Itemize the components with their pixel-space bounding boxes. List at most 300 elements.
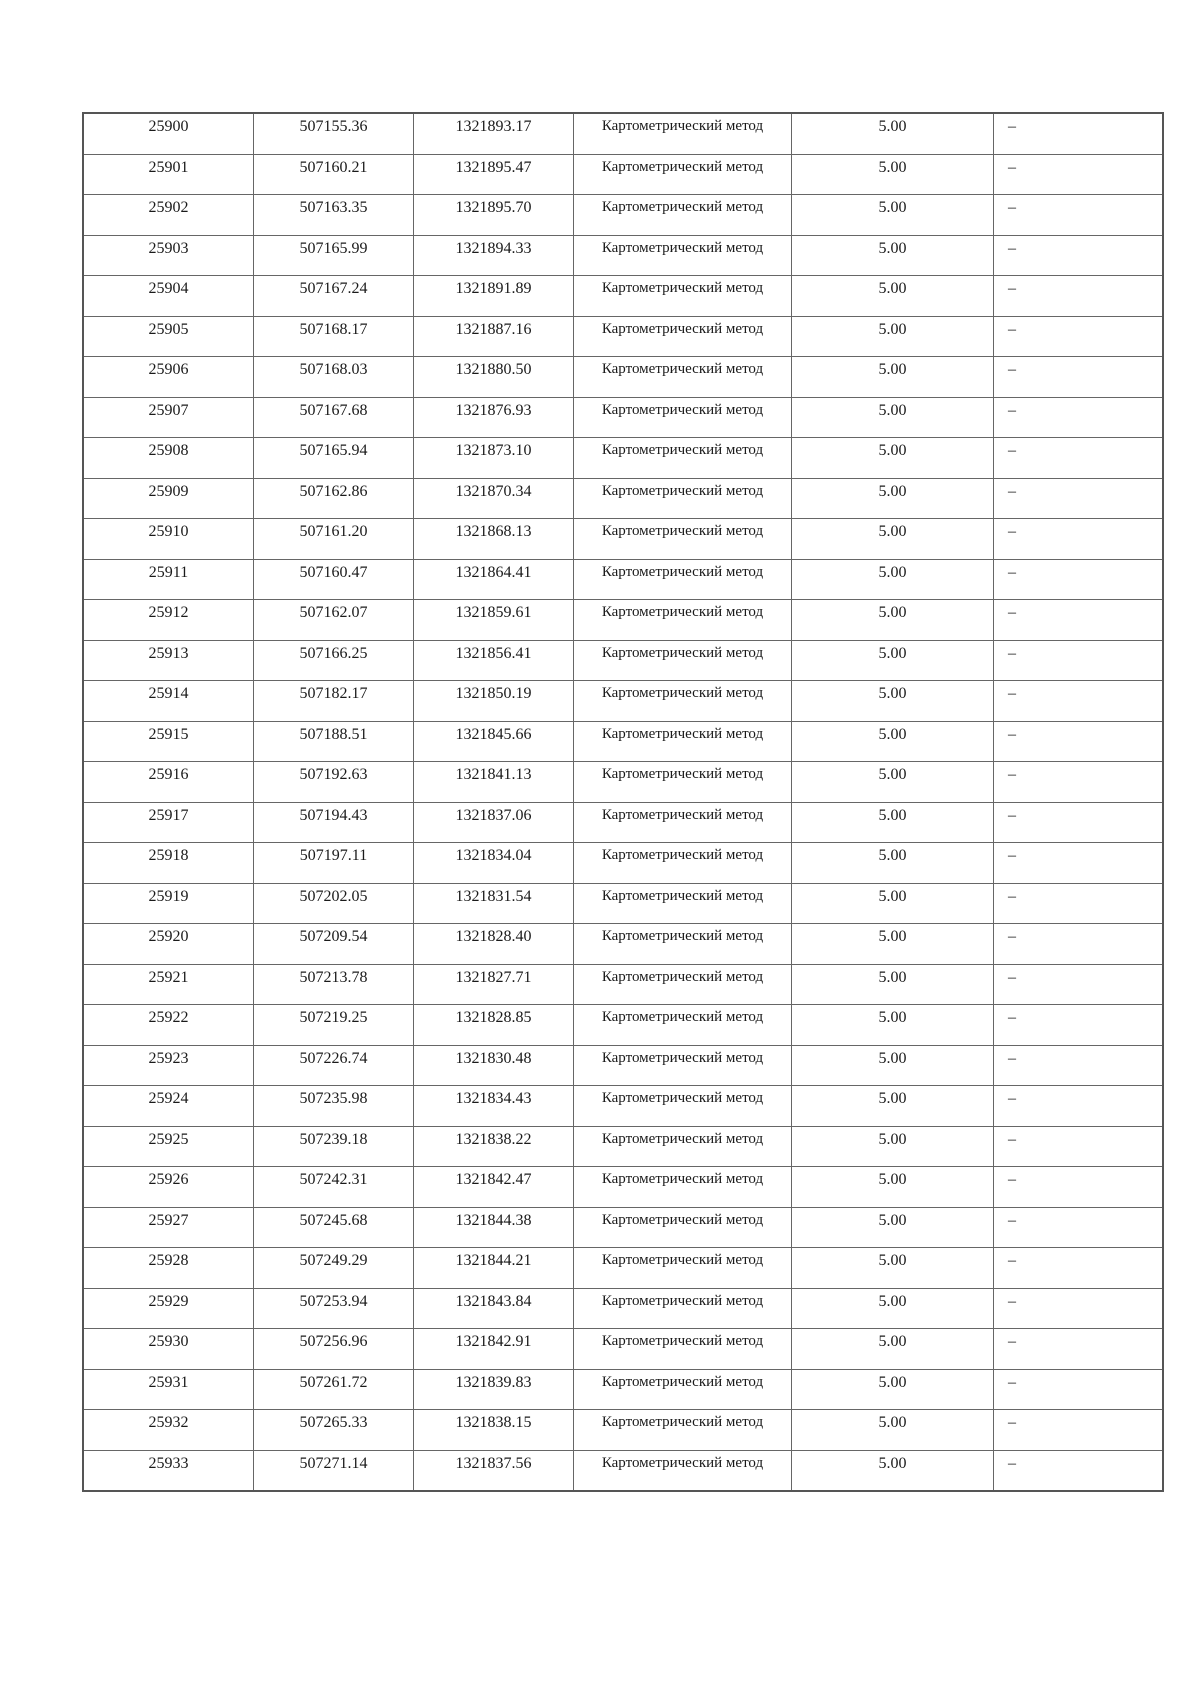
point-number-cell bbox=[83, 1167, 254, 1208]
y-coordinate-cell-text: 1321831.54 bbox=[455, 887, 532, 905]
accuracy-cell bbox=[792, 519, 994, 560]
note-cell bbox=[994, 1288, 1164, 1329]
x-coordinate-cell bbox=[254, 276, 414, 317]
method-cell bbox=[574, 438, 792, 479]
y-coordinate-cell-text: 1321864.41 bbox=[455, 563, 532, 581]
method-cell bbox=[574, 681, 792, 722]
note-cell bbox=[994, 357, 1164, 398]
table-row bbox=[83, 1369, 1163, 1410]
x-coordinate-cell-text: 507155.36 bbox=[299, 118, 368, 135]
method-cell bbox=[574, 397, 792, 438]
x-coordinate-cell-text: 507160.21 bbox=[299, 158, 368, 176]
method-cell-text: Картометрический метод bbox=[601, 1049, 764, 1066]
note-cell bbox=[994, 1045, 1164, 1086]
y-coordinate-cell bbox=[414, 883, 574, 924]
document-page bbox=[82, 112, 1164, 1492]
accuracy-cell-text: 5.00 bbox=[878, 685, 907, 702]
accuracy-cell bbox=[792, 1086, 994, 1127]
point-number-cell-text: 25910 bbox=[148, 523, 189, 540]
accuracy-cell bbox=[792, 1207, 994, 1248]
method-cell bbox=[574, 1288, 792, 1329]
point-number-cell bbox=[83, 721, 254, 762]
point-number-cell-text: 25902 bbox=[148, 199, 189, 216]
method-cell-text: Картометрический метод bbox=[601, 968, 764, 985]
accuracy-cell-text: 5.00 bbox=[878, 644, 907, 662]
method-cell bbox=[574, 1005, 792, 1046]
point-number-cell-text: 25913 bbox=[148, 644, 189, 662]
point-number-cell bbox=[83, 681, 254, 722]
point-number-cell bbox=[83, 559, 254, 600]
y-coordinate-cell-text: 1321838.22 bbox=[455, 1130, 532, 1148]
y-coordinate-cell-text: 1321893.17 bbox=[455, 118, 532, 135]
table-row bbox=[83, 316, 1163, 357]
table-row bbox=[83, 640, 1163, 681]
x-coordinate-cell bbox=[254, 316, 414, 357]
point-number-cell bbox=[83, 1005, 254, 1046]
note-cell-text: – bbox=[1008, 1090, 1016, 1107]
x-coordinate-cell-text: 507188.51 bbox=[299, 725, 368, 743]
y-coordinate-cell-text: 1321842.47 bbox=[455, 1171, 532, 1188]
note-cell bbox=[994, 640, 1164, 681]
method-cell-text: Картометрический метод bbox=[601, 320, 764, 337]
accuracy-cell-text: 5.00 bbox=[878, 604, 907, 621]
table-row bbox=[83, 721, 1163, 762]
point-number-cell-text: 25903 bbox=[148, 239, 189, 257]
note-cell bbox=[994, 1086, 1164, 1127]
point-number-cell-text: 25900 bbox=[148, 118, 189, 135]
note-cell-text: – bbox=[1008, 280, 1016, 297]
accuracy-cell bbox=[792, 1450, 994, 1491]
y-coordinate-cell bbox=[414, 519, 574, 560]
note-cell bbox=[994, 721, 1164, 762]
method-cell bbox=[574, 478, 792, 519]
accuracy-cell-text: 5.00 bbox=[878, 766, 907, 783]
method-cell bbox=[574, 964, 792, 1005]
note-cell-text: – bbox=[1008, 482, 1016, 500]
note-cell-text: – bbox=[1008, 1171, 1016, 1188]
note-cell bbox=[994, 964, 1164, 1005]
accuracy-cell-text: 5.00 bbox=[878, 361, 907, 378]
table-row bbox=[83, 762, 1163, 803]
table-row bbox=[83, 883, 1163, 924]
accuracy-cell-text: 5.00 bbox=[878, 280, 907, 297]
y-coordinate-cell bbox=[414, 154, 574, 195]
accuracy-cell-text: 5.00 bbox=[878, 563, 907, 581]
method-cell bbox=[574, 1369, 792, 1410]
point-number-cell bbox=[83, 1450, 254, 1491]
point-number-cell bbox=[83, 640, 254, 681]
note-cell-text: – bbox=[1008, 887, 1016, 905]
point-number-cell bbox=[83, 316, 254, 357]
y-coordinate-cell bbox=[414, 600, 574, 641]
point-number-cell-text: 25916 bbox=[148, 766, 189, 783]
accuracy-cell bbox=[792, 195, 994, 236]
y-coordinate-cell bbox=[414, 1086, 574, 1127]
y-coordinate-cell-text: 1321844.38 bbox=[455, 1211, 532, 1229]
y-coordinate-cell bbox=[414, 1005, 574, 1046]
x-coordinate-cell-text: 507213.78 bbox=[299, 968, 368, 986]
point-number-cell bbox=[83, 1207, 254, 1248]
note-cell bbox=[994, 276, 1164, 317]
accuracy-cell bbox=[792, 1248, 994, 1289]
point-number-cell bbox=[83, 762, 254, 803]
point-number-cell-text: 25924 bbox=[148, 1090, 189, 1107]
point-number-cell bbox=[83, 1369, 254, 1410]
accuracy-cell bbox=[792, 113, 994, 154]
table-row bbox=[83, 600, 1163, 641]
method-cell-text: Картометрический метод bbox=[601, 1009, 764, 1025]
method-cell bbox=[574, 843, 792, 884]
point-number-cell bbox=[83, 113, 254, 154]
method-cell bbox=[574, 1248, 792, 1289]
point-number-cell-text: 25905 bbox=[148, 320, 189, 338]
x-coordinate-cell-text: 507235.98 bbox=[299, 1090, 368, 1107]
note-cell bbox=[994, 883, 1164, 924]
table-row bbox=[83, 843, 1163, 884]
accuracy-cell-text: 5.00 bbox=[878, 158, 907, 176]
accuracy-cell bbox=[792, 843, 994, 884]
table-row bbox=[83, 924, 1163, 965]
note-cell-text: – bbox=[1008, 401, 1016, 419]
y-coordinate-cell-text: 1321842.91 bbox=[455, 1333, 532, 1350]
point-number-cell-text: 25921 bbox=[148, 968, 189, 986]
note-cell-text: – bbox=[1008, 725, 1016, 743]
method-cell bbox=[574, 1126, 792, 1167]
accuracy-cell bbox=[792, 1410, 994, 1451]
point-number-cell-text: 25922 bbox=[148, 1009, 189, 1026]
accuracy-cell bbox=[792, 802, 994, 843]
x-coordinate-cell bbox=[254, 600, 414, 641]
point-number-cell-text: 25927 bbox=[148, 1211, 189, 1229]
y-coordinate-cell-text: 1321834.43 bbox=[455, 1090, 532, 1107]
note-cell bbox=[994, 1329, 1164, 1370]
note-cell bbox=[994, 1126, 1164, 1167]
method-cell bbox=[574, 924, 792, 965]
x-coordinate-cell-text: 507167.68 bbox=[299, 401, 368, 419]
x-coordinate-cell bbox=[254, 235, 414, 276]
method-cell-text: Картометрический метод bbox=[601, 685, 764, 701]
x-coordinate-cell bbox=[254, 438, 414, 479]
y-coordinate-cell-text: 1321830.48 bbox=[455, 1049, 532, 1067]
table-row bbox=[83, 154, 1163, 195]
note-cell bbox=[994, 195, 1164, 236]
method-cell-text: Картометрический метод bbox=[601, 1130, 764, 1147]
accuracy-cell-text: 5.00 bbox=[878, 1130, 907, 1148]
note-cell-text: – bbox=[1008, 806, 1016, 824]
y-coordinate-cell-text: 1321895.47 bbox=[455, 158, 532, 176]
point-number-cell bbox=[83, 924, 254, 965]
accuracy-cell bbox=[792, 721, 994, 762]
y-coordinate-cell-text: 1321834.04 bbox=[455, 847, 532, 864]
method-cell-text: Картометрический метод bbox=[601, 725, 764, 742]
note-cell-text: – bbox=[1008, 1009, 1016, 1026]
method-cell-text: Картометрический метод bbox=[601, 239, 764, 256]
table-row bbox=[83, 1248, 1163, 1289]
y-coordinate-cell bbox=[414, 1045, 574, 1086]
x-coordinate-cell bbox=[254, 924, 414, 965]
note-cell-text: – bbox=[1008, 766, 1016, 783]
method-cell-text: Картометрический метод bbox=[601, 1171, 764, 1187]
method-cell bbox=[574, 316, 792, 357]
note-cell-text: – bbox=[1008, 442, 1016, 459]
x-coordinate-cell-text: 507256.96 bbox=[299, 1333, 368, 1350]
accuracy-cell bbox=[792, 478, 994, 519]
accuracy-cell-text: 5.00 bbox=[878, 320, 907, 338]
accuracy-cell bbox=[792, 1167, 994, 1208]
point-number-cell bbox=[83, 357, 254, 398]
accuracy-cell bbox=[792, 924, 994, 965]
table-row bbox=[83, 681, 1163, 722]
x-coordinate-cell bbox=[254, 802, 414, 843]
table-row bbox=[83, 1410, 1163, 1451]
x-coordinate-cell bbox=[254, 1410, 414, 1451]
method-cell-text: Картометрический метод bbox=[601, 1333, 764, 1349]
method-cell-text: Картометрический метод bbox=[601, 199, 764, 215]
x-coordinate-cell-text: 507161.20 bbox=[299, 523, 368, 540]
point-number-cell-text: 25915 bbox=[148, 725, 189, 743]
x-coordinate-cell bbox=[254, 1005, 414, 1046]
x-coordinate-cell bbox=[254, 357, 414, 398]
table-row bbox=[83, 1450, 1163, 1491]
y-coordinate-cell-text: 1321873.10 bbox=[455, 442, 532, 459]
table-row bbox=[83, 802, 1163, 843]
x-coordinate-cell bbox=[254, 1450, 414, 1491]
x-coordinate-cell bbox=[254, 1248, 414, 1289]
accuracy-cell-text: 5.00 bbox=[878, 1049, 907, 1067]
point-number-cell-text: 25911 bbox=[148, 563, 189, 581]
y-coordinate-cell-text: 1321843.84 bbox=[455, 1292, 532, 1310]
point-number-cell-text: 25920 bbox=[148, 928, 189, 945]
method-cell-text: Картометрический метод bbox=[601, 563, 764, 580]
y-coordinate-cell bbox=[414, 924, 574, 965]
note-cell bbox=[994, 1005, 1164, 1046]
y-coordinate-cell bbox=[414, 559, 574, 600]
y-coordinate-cell-text: 1321845.66 bbox=[455, 725, 532, 743]
point-number-cell bbox=[83, 600, 254, 641]
note-cell-text: – bbox=[1008, 1373, 1016, 1391]
y-coordinate-cell-text: 1321895.70 bbox=[455, 199, 532, 216]
method-cell bbox=[574, 1045, 792, 1086]
accuracy-cell bbox=[792, 235, 994, 276]
method-cell-text: Картометрический метод bbox=[601, 1252, 764, 1268]
x-coordinate-cell-text: 507194.43 bbox=[299, 806, 368, 824]
method-cell bbox=[574, 559, 792, 600]
table-row bbox=[83, 397, 1163, 438]
table-row bbox=[83, 1126, 1163, 1167]
point-number-cell-text: 25929 bbox=[148, 1292, 189, 1310]
accuracy-cell-text: 5.00 bbox=[878, 725, 907, 743]
y-coordinate-cell-text: 1321850.19 bbox=[455, 685, 532, 702]
note-cell bbox=[994, 154, 1164, 195]
note-cell-text: – bbox=[1008, 320, 1016, 338]
note-cell bbox=[994, 397, 1164, 438]
point-number-cell-text: 25909 bbox=[148, 482, 189, 500]
accuracy-cell bbox=[792, 276, 994, 317]
method-cell bbox=[574, 357, 792, 398]
method-cell-text: Картометрический метод bbox=[601, 523, 764, 539]
table-body bbox=[83, 113, 1163, 1491]
table-row bbox=[83, 559, 1163, 600]
note-cell bbox=[994, 113, 1164, 154]
coordinates-table bbox=[82, 112, 1164, 1492]
y-coordinate-cell-text: 1321894.33 bbox=[455, 239, 532, 257]
y-coordinate-cell-text: 1321837.06 bbox=[455, 806, 532, 824]
table-row bbox=[83, 113, 1163, 154]
x-coordinate-cell bbox=[254, 1045, 414, 1086]
accuracy-cell bbox=[792, 438, 994, 479]
method-cell-text: Картометрический метод bbox=[601, 401, 764, 418]
method-cell-text: Картометрический метод bbox=[601, 887, 764, 904]
x-coordinate-cell-text: 507253.94 bbox=[299, 1292, 368, 1310]
x-coordinate-cell-text: 507162.86 bbox=[299, 482, 368, 500]
accuracy-cell bbox=[792, 964, 994, 1005]
table-row bbox=[83, 357, 1163, 398]
x-coordinate-cell-text: 507182.17 bbox=[299, 685, 368, 702]
note-cell-text: – bbox=[1008, 361, 1016, 378]
accuracy-cell bbox=[792, 397, 994, 438]
accuracy-cell-text: 5.00 bbox=[878, 118, 907, 135]
method-cell bbox=[574, 762, 792, 803]
point-number-cell-text: 25930 bbox=[148, 1333, 189, 1350]
note-cell bbox=[994, 478, 1164, 519]
accuracy-cell-text: 5.00 bbox=[878, 1414, 907, 1431]
table-row bbox=[83, 1329, 1163, 1370]
point-number-cell bbox=[83, 195, 254, 236]
x-coordinate-cell bbox=[254, 640, 414, 681]
point-number-cell-text: 25931 bbox=[148, 1373, 189, 1391]
method-cell bbox=[574, 1450, 792, 1491]
method-cell bbox=[574, 721, 792, 762]
accuracy-cell bbox=[792, 681, 994, 722]
x-coordinate-cell bbox=[254, 559, 414, 600]
y-coordinate-cell bbox=[414, 235, 574, 276]
x-coordinate-cell-text: 507165.94 bbox=[299, 442, 368, 459]
x-coordinate-cell bbox=[254, 113, 414, 154]
method-cell-text: Картометрический метод bbox=[601, 482, 764, 499]
table-row bbox=[83, 1207, 1163, 1248]
table-row bbox=[83, 1045, 1163, 1086]
y-coordinate-cell bbox=[414, 964, 574, 1005]
x-coordinate-cell-text: 507166.25 bbox=[299, 644, 368, 662]
point-number-cell-text: 25917 bbox=[148, 806, 189, 824]
point-number-cell bbox=[83, 438, 254, 479]
accuracy-cell-text: 5.00 bbox=[878, 401, 907, 419]
y-coordinate-cell bbox=[414, 1329, 574, 1370]
accuracy-cell-text: 5.00 bbox=[878, 1454, 907, 1472]
method-cell bbox=[574, 1207, 792, 1248]
y-coordinate-cell bbox=[414, 1248, 574, 1289]
method-cell bbox=[574, 1410, 792, 1451]
note-cell-text: – bbox=[1008, 604, 1016, 621]
point-number-cell-text: 25933 bbox=[148, 1454, 189, 1472]
method-cell bbox=[574, 640, 792, 681]
note-cell bbox=[994, 762, 1164, 803]
x-coordinate-cell bbox=[254, 721, 414, 762]
method-cell-text: Картометрический метод bbox=[601, 1414, 764, 1430]
table-row bbox=[83, 519, 1163, 560]
y-coordinate-cell bbox=[414, 681, 574, 722]
accuracy-cell-text: 5.00 bbox=[878, 1009, 907, 1026]
point-number-cell bbox=[83, 802, 254, 843]
method-cell-text: Картометрический метод bbox=[601, 1292, 764, 1309]
note-cell bbox=[994, 235, 1164, 276]
y-coordinate-cell bbox=[414, 478, 574, 519]
y-coordinate-cell-text: 1321841.13 bbox=[455, 766, 532, 783]
x-coordinate-cell-text: 507209.54 bbox=[299, 928, 368, 945]
y-coordinate-cell bbox=[414, 843, 574, 884]
table-row bbox=[83, 964, 1163, 1005]
note-cell bbox=[994, 924, 1164, 965]
point-number-cell bbox=[83, 1248, 254, 1289]
x-coordinate-cell bbox=[254, 1369, 414, 1410]
point-number-cell-text: 25906 bbox=[148, 361, 189, 378]
x-coordinate-cell bbox=[254, 681, 414, 722]
method-cell-text: Картометрический метод bbox=[601, 1373, 764, 1390]
method-cell-text: Картометрический метод bbox=[601, 806, 764, 823]
x-coordinate-cell-text: 507242.31 bbox=[299, 1171, 368, 1188]
method-cell bbox=[574, 195, 792, 236]
x-coordinate-cell bbox=[254, 1086, 414, 1127]
y-coordinate-cell bbox=[414, 1288, 574, 1329]
table-row bbox=[83, 235, 1163, 276]
note-cell-text: – bbox=[1008, 847, 1016, 864]
y-coordinate-cell-text: 1321828.40 bbox=[455, 928, 532, 945]
x-coordinate-cell-text: 507165.99 bbox=[299, 239, 368, 257]
method-cell-text: Картометрический метод bbox=[601, 604, 764, 620]
y-coordinate-cell bbox=[414, 1450, 574, 1491]
note-cell bbox=[994, 600, 1164, 641]
y-coordinate-cell bbox=[414, 640, 574, 681]
table-row bbox=[83, 438, 1163, 479]
x-coordinate-cell bbox=[254, 762, 414, 803]
table-row bbox=[83, 1005, 1163, 1046]
y-coordinate-cell-text: 1321868.13 bbox=[455, 523, 532, 540]
x-coordinate-cell bbox=[254, 195, 414, 236]
accuracy-cell bbox=[792, 357, 994, 398]
method-cell bbox=[574, 600, 792, 641]
accuracy-cell bbox=[792, 1369, 994, 1410]
point-number-cell bbox=[83, 1045, 254, 1086]
note-cell-text: – bbox=[1008, 523, 1016, 540]
note-cell bbox=[994, 1369, 1164, 1410]
note-cell-text: – bbox=[1008, 563, 1016, 581]
note-cell bbox=[994, 1410, 1164, 1451]
accuracy-cell-text: 5.00 bbox=[878, 1373, 907, 1391]
point-number-cell-text: 25907 bbox=[148, 401, 189, 419]
x-coordinate-cell-text: 507167.24 bbox=[299, 280, 368, 297]
method-cell-text: Картометрический метод bbox=[601, 118, 764, 134]
y-coordinate-cell-text: 1321876.93 bbox=[455, 401, 532, 419]
x-coordinate-cell-text: 507271.14 bbox=[299, 1454, 368, 1472]
point-number-cell-text: 25928 bbox=[148, 1252, 189, 1269]
x-coordinate-cell bbox=[254, 964, 414, 1005]
y-coordinate-cell bbox=[414, 1126, 574, 1167]
method-cell bbox=[574, 1329, 792, 1370]
y-coordinate-cell bbox=[414, 195, 574, 236]
accuracy-cell-text: 5.00 bbox=[878, 887, 907, 905]
x-coordinate-cell-text: 507192.63 bbox=[299, 766, 368, 783]
y-coordinate-cell-text: 1321870.34 bbox=[455, 482, 532, 500]
y-coordinate-cell-text: 1321856.41 bbox=[455, 644, 532, 662]
point-number-cell-text: 25925 bbox=[148, 1130, 189, 1148]
note-cell bbox=[994, 1207, 1164, 1248]
x-coordinate-cell-text: 507168.17 bbox=[299, 320, 368, 338]
table-row bbox=[83, 1086, 1163, 1127]
y-coordinate-cell bbox=[414, 316, 574, 357]
y-coordinate-cell-text: 1321859.61 bbox=[455, 604, 532, 621]
note-cell-text: – bbox=[1008, 199, 1016, 216]
point-number-cell bbox=[83, 1410, 254, 1451]
